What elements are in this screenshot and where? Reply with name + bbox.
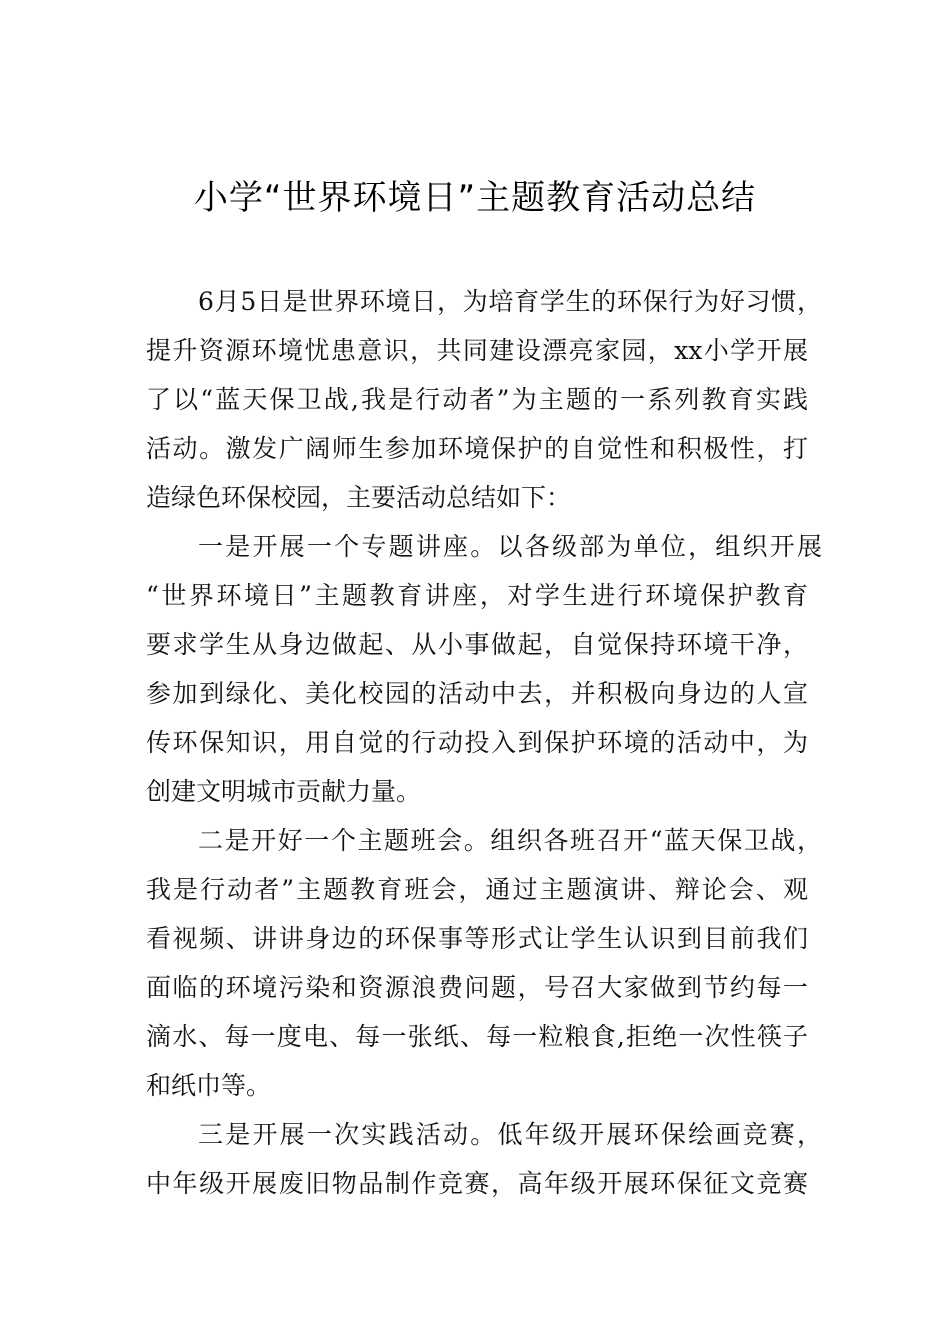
paragraph-2-line-5: 传环保知识，用自觉的行动投入到保护环境的活动中，为: [146, 728, 808, 757]
paragraph-2-line-6: 创建文明城市贡献力量。: [146, 777, 422, 806]
paragraph-1-line-3: 了以“蓝天保卫战,我是行动者”为主题的一系列教育实践: [146, 385, 808, 414]
paragraph-2-line-3: 要求学生从身边做起、从小事做起，自觉保持环境干净，: [146, 630, 808, 659]
paragraph-3-line-5: 滴水、每一度电、每一张纸、每一粒粮食,拒绝一次性筷子: [146, 1022, 808, 1051]
paragraph-2-line-4: 参加到绿化、美化校园的活动中去，并积极向身边的人宣: [146, 679, 808, 708]
paragraph-3-line-3: 看视频、讲讲身边的环保事等形式让学生认识到目前我们: [146, 924, 808, 953]
paragraph-4-line-2: 中年级开展废旧物品制作竞赛，高年级开展环保征文竞赛: [146, 1169, 808, 1198]
paragraph-4-line-1: 三是开展一次实践活动。低年级开展环保绘画竞赛，: [198, 1120, 822, 1149]
document-title: 小学“世界环境日”主题教育活动总结: [193, 178, 757, 218]
paragraph-1-line-1: 6月5日是世界环境日，为培育学生的环保行为好习惯，: [198, 287, 822, 316]
paragraph-3-line-1: 二是开好一个主题班会。组织各班召开“蓝天保卫战，: [198, 826, 822, 855]
paragraph-3-line-2: 我是行动者”主题教育班会，通过主题演讲、辩论会、观: [146, 875, 808, 904]
paragraph-1-line-4: 活动。激发广阔师生参加环境保护的自觉性和积极性，打: [146, 434, 808, 463]
paragraph-2-line-2: “世界环境日”主题教育讲座，对学生进行环境保护教育: [146, 581, 808, 610]
paragraph-3-line-4: 面临的环境污染和资源浪费问题，号召大家做到节约每一: [146, 973, 808, 1002]
paragraph-3-line-6: 和纸巾等。: [146, 1071, 272, 1100]
paragraph-1-line-2: 提升资源环境忧患意识，共同建设漂亮家园，xx小学开展: [146, 336, 808, 365]
paragraph-2-line-1: 一是开展一个专题讲座。以各级部为单位，组织开展: [198, 532, 822, 561]
paragraph-1-line-5: 造绿色环保校园，主要活动总结如下：: [146, 483, 572, 512]
